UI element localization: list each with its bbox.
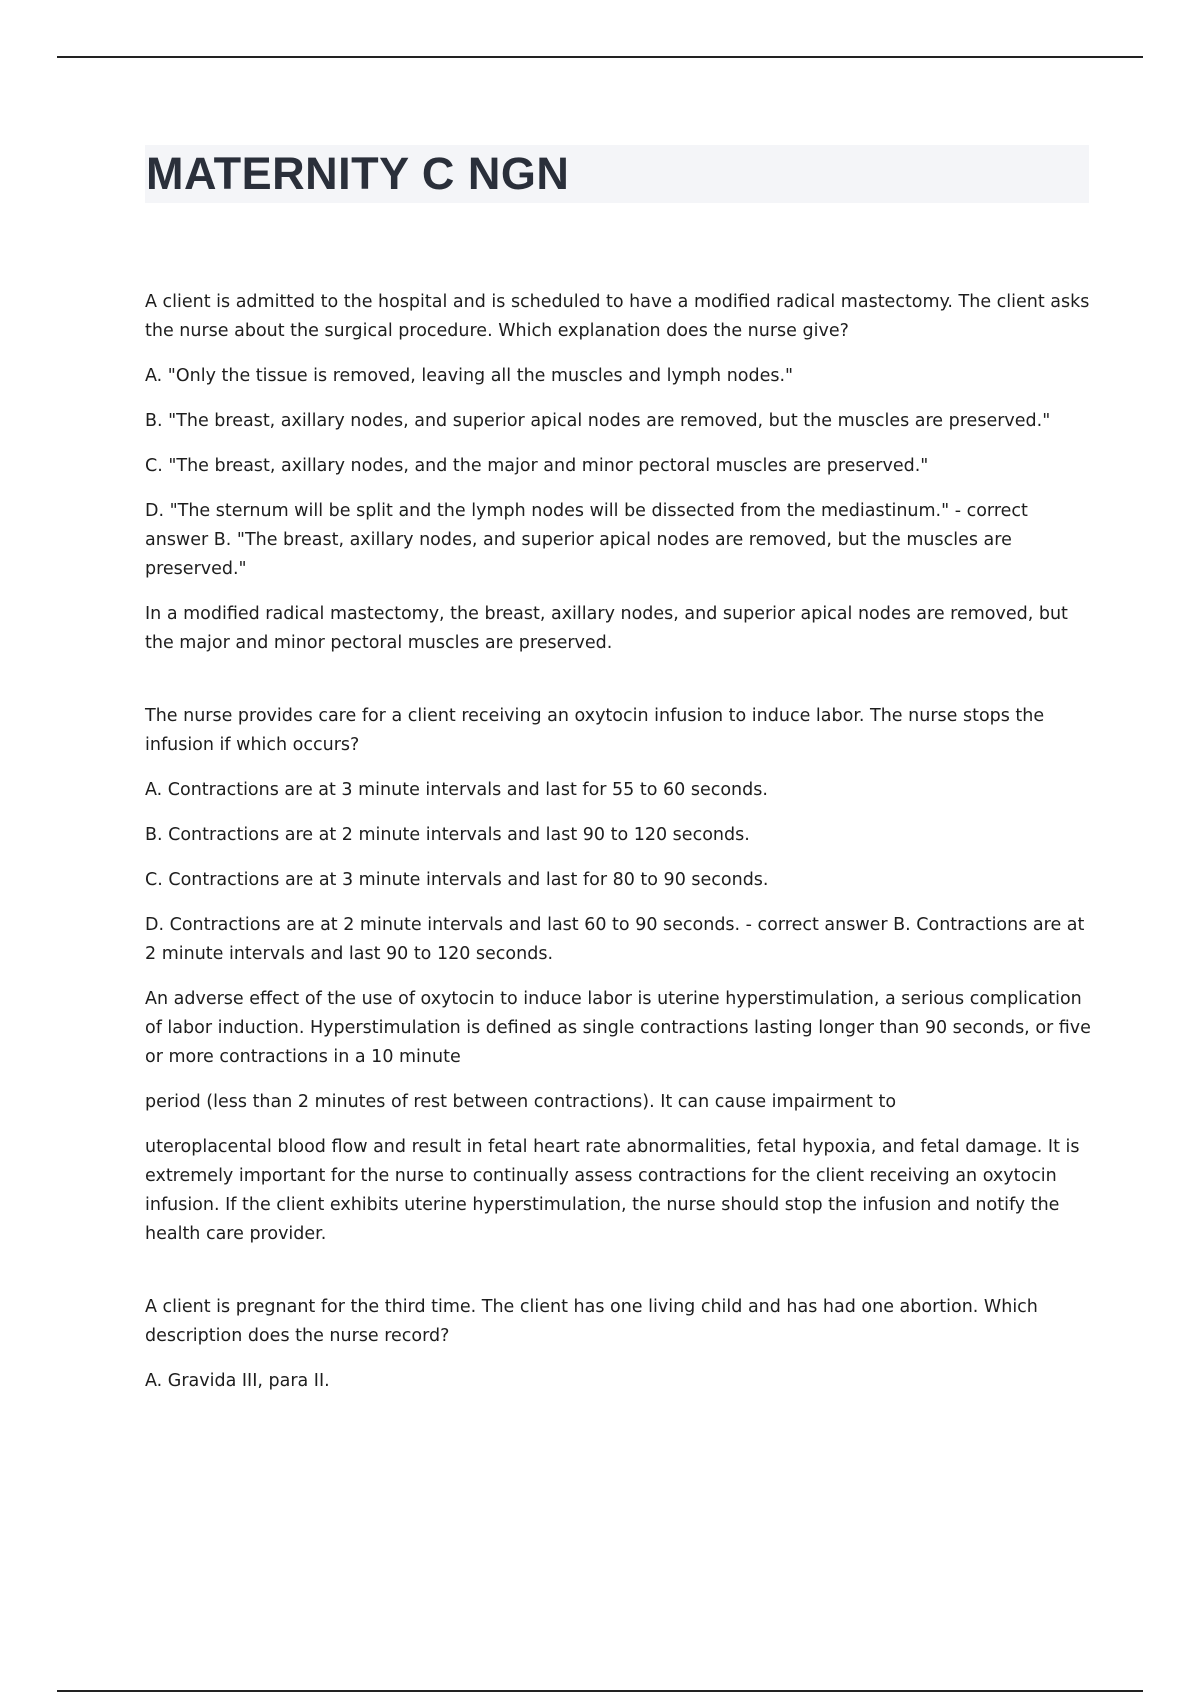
answer-option-c: C. "The breast, axillary nodes, and the major and minor pectoral muscles are preserved." bbox=[145, 456, 929, 476]
rationale-paragraph: period (less than 2 minutes of rest between contractions). It can cause impairment to bbox=[145, 1092, 897, 1112]
question-stem: A client is admitted to the hospital and is scheduled to have a modified radical mastectomy. The client asks the nurse about the surgical procedure. Which explanation does the nurse give? bbox=[145, 292, 1090, 341]
question-stem: A client is pregnant for the third time. The client has one living child and has had one abortion. Which description does the nurse record? bbox=[145, 1297, 1038, 1346]
answer-option-a: A. Gravida III, para II. bbox=[145, 1371, 330, 1391]
answer-option-d: D. Contractions are at 2 minute intervals and last 60 to 90 seconds. - correct answer B. Contractions are at 2 minute intervals and last 90 to 120 seconds. bbox=[145, 915, 1085, 964]
rationale-paragraph: An adverse effect of the use of oxytocin to induce labor is uterine hyperstimulation, a serious complication of labor induction. Hyperstimulation is defined as single contractions lasting longer than 90 seconds, or five or more contractions in a 10 minute bbox=[145, 989, 1091, 1067]
document-body bbox=[145, 288, 1091, 1440]
answer-option-b: B. Contractions are at 2 minute intervals and last 90 to 120 seconds. bbox=[145, 825, 750, 845]
question-stem: The nurse provides care for a client receiving an oxytocin infusion to induce labor. The nurse stops the infusion if which occurs? bbox=[145, 706, 1045, 755]
question-1 bbox=[145, 288, 1091, 658]
top-rule bbox=[57, 56, 1143, 58]
answer-option-a: A. Contractions are at 3 minute intervals and last for 55 to 60 seconds. bbox=[145, 780, 768, 800]
question-2 bbox=[145, 702, 1091, 1249]
question-3 bbox=[145, 1293, 1091, 1396]
rationale-paragraph: In a modified radical mastectomy, the breast, axillary nodes, and superior apical nodes are removed, but the major and minor pectoral muscles are preserved. bbox=[145, 604, 1068, 653]
answer-option-b: B. "The breast, axillary nodes, and superior apical nodes are removed, but the muscles are preserved." bbox=[145, 411, 1051, 431]
document-title: MATERNITY C NGN bbox=[146, 148, 570, 199]
answer-option-c: C. Contractions are at 3 minute intervals and last for 80 to 90 seconds. bbox=[145, 870, 769, 890]
bottom-rule bbox=[57, 1690, 1143, 1692]
answer-option-d: D. "The sternum will be split and the lymph nodes will be dissected from the mediastinum." - correct answer B. "The breast, axillary nodes, and superior apical nodes are removed, but the muscles are preserved." bbox=[145, 501, 1028, 579]
rationale-paragraph: uteroplacental blood flow and result in fetal heart rate abnormalities, fetal hypoxia, and fetal damage. It is extremely important for the nurse to continually assess contractions for the client receiving an oxytocin infusion. If the client exhibits uterine hyperstimulation, the nurse should stop the infusion and notify the health care provider. bbox=[145, 1137, 1080, 1244]
answer-option-a: A. "Only the tissue is removed, leaving all the muscles and lymph nodes." bbox=[145, 366, 794, 386]
